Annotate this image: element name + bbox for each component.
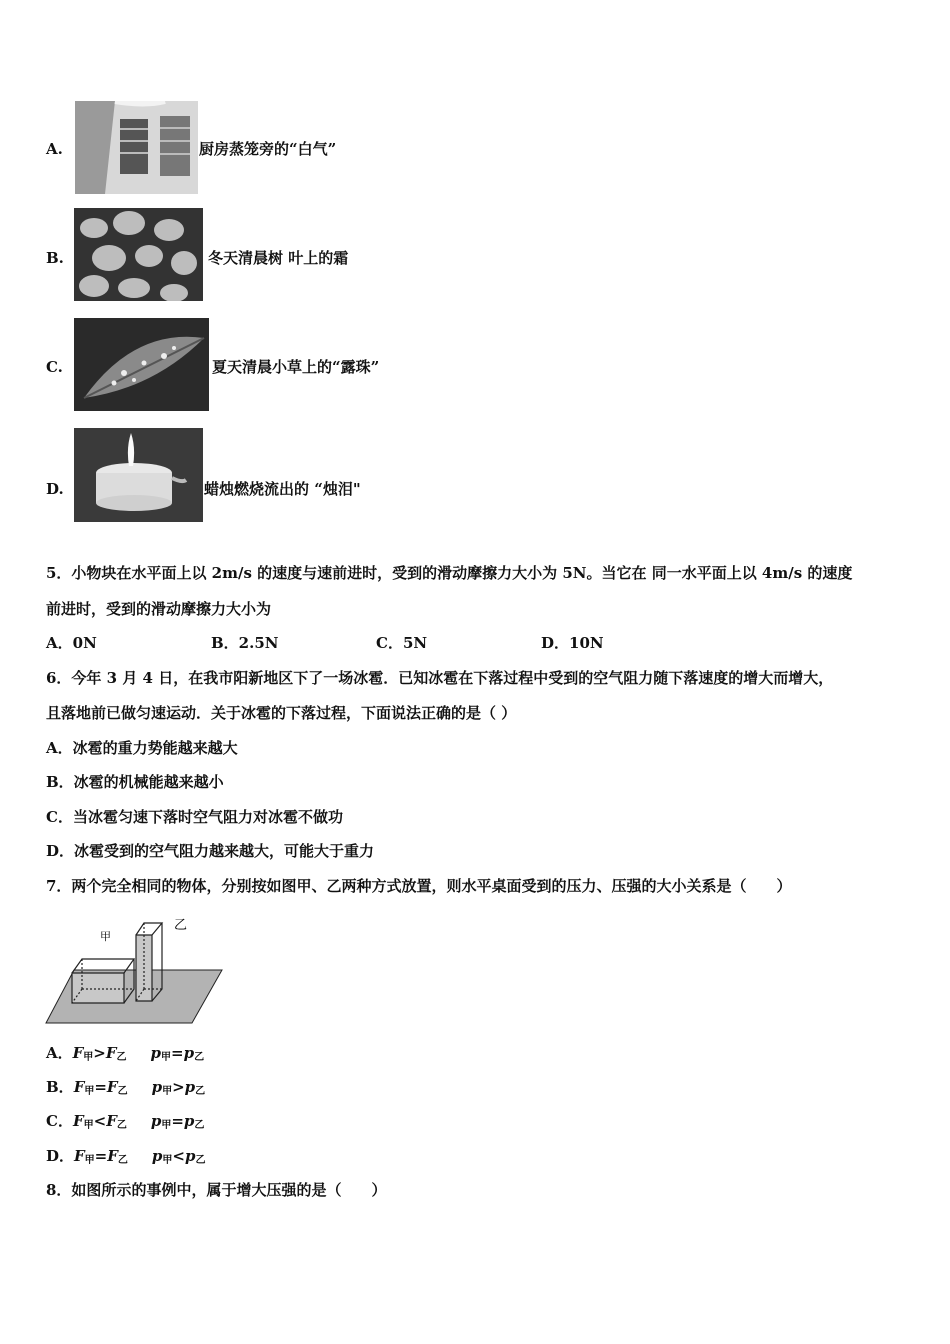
option-letter-c: C. [46, 358, 63, 376]
option-text-d: 蜡烛燃烧流出的 “烛泪" [204, 480, 361, 498]
figure-label-yi: 乙 [174, 918, 188, 933]
q6-option-a: A．冰雹的重力势能越来越大 [46, 739, 238, 757]
q7-option-b: B．$F_甲=F_乙$ $p_甲>p_乙$ [46, 1078, 206, 1097]
q5-option-b: B．2.5N [211, 634, 279, 652]
q6-option-c: C．当冰雹匀速下落时空气阻力对冰雹不做功 [46, 808, 343, 826]
q5-option-d: D．10N [541, 634, 604, 652]
q5-stem-line1: 5．小物块在水平面上以 2m/s 的速度与速前进时，受到的滑动摩擦力大小为 5N。当它在 同一水平面上以 4m/s 的速度 [46, 564, 853, 582]
q7-option-d: D．$F_甲=F_乙$ $p_甲<p_乙$ [46, 1147, 206, 1166]
option-text-a: 厨房蒸笼旁的“白气” [199, 140, 337, 158]
q6-stem-line1: 6．今年 3 月 4 日，在我市阳新地区下了一场冰雹．已知冰雹在下落过程中受到的空气阻力随下落速度的增大而增大， [46, 669, 834, 687]
option-letter-a: A. [46, 140, 63, 158]
q6-option-b: B．冰雹的机械能越来越小 [46, 773, 224, 791]
q6-stem-line2: 且落地前已做匀速运动．关于冰雹的下落过程，下面说法正确的是（ ） [46, 704, 517, 722]
dew-leaf-photo [74, 318, 209, 411]
figure-label-jia: 甲 [100, 930, 111, 943]
option-letter-d: D. [46, 480, 64, 498]
q7-option-c: C．$F_甲<F_乙$ $p_甲=p_乙$ [46, 1112, 205, 1131]
q5-option-a: A．0N [46, 634, 97, 652]
q7-stem: 7．两个完全相同的物体，分别按如图甲、乙两种方式放置，则水平桌面受到的压力、压强的大小关系是（ ） [46, 877, 792, 895]
q5-stem-line2: 前进时，受到的滑动摩擦力大小为 [46, 600, 272, 618]
q7-figure [44, 915, 224, 1027]
candle-photo [74, 428, 203, 522]
q8-stem: 8．如图所示的事例中，属于增大压强的是（ ） [46, 1181, 387, 1199]
option-letter-b: B. [46, 249, 64, 267]
q6-option-d: D．冰雹受到的空气阻力越来越大，可能大于重力 [46, 842, 375, 860]
q5-option-c: C．5N [376, 634, 428, 652]
frost-leaves-photo [74, 208, 203, 301]
option-text-c: 夏天清晨小草上的“露珠” [212, 358, 380, 376]
steamer-photo [75, 101, 198, 194]
option-text-b: 冬天清晨树 叶上的霜 [208, 249, 349, 267]
q7-option-a: A．$F_甲>F_乙$ $p_甲=p_乙$ [46, 1044, 205, 1063]
